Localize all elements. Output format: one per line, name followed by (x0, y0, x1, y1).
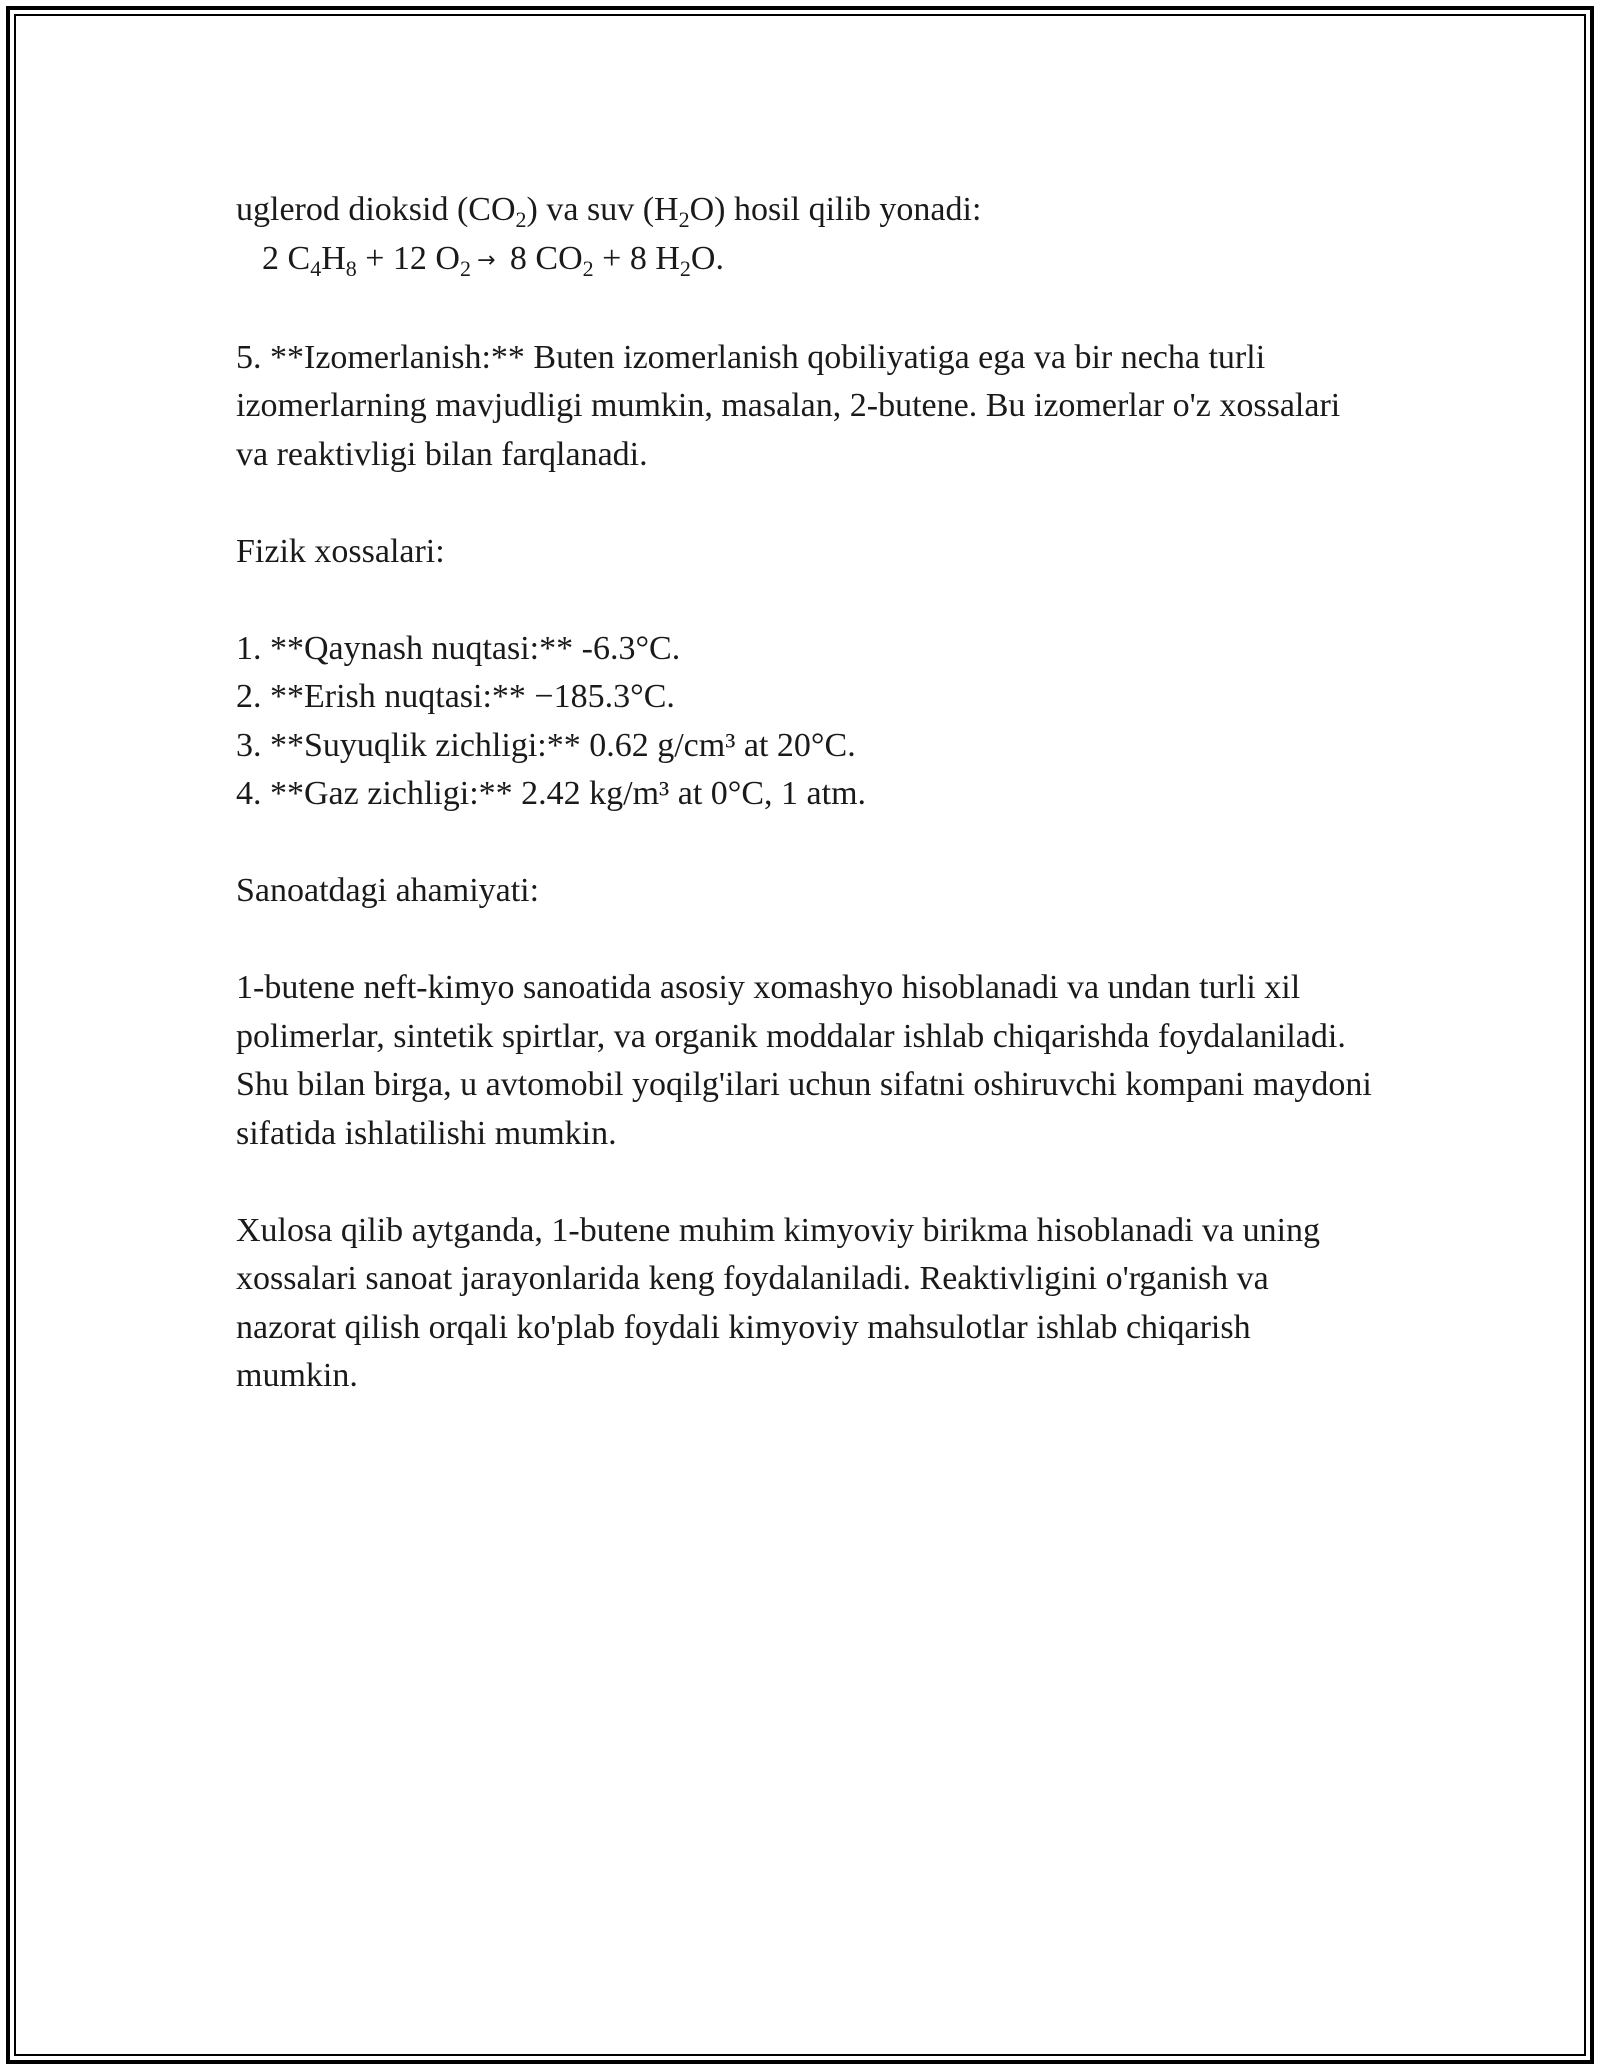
spacer (236, 916, 1376, 965)
physical-list-item: 1. **Qaynash nuqtasi:** -6.3°C. (236, 629, 681, 667)
isomer-paragraph: 5. **Izomerlanish:** Buten izomerlanish qobiliyatiga ega va bir necha turli izomerlarning mavjudligi mumkin, masalan, 2-butene. Bu izomerlar o'z xossalari va reaktivligi bilan farqlanadi. (236, 338, 1341, 473)
physical-list-item: 4. **Gaz zichligi:** 2.42 kg/m³ at 0°C, 1 atm. (236, 775, 867, 812)
spacer (236, 576, 1376, 625)
physical-heading: Fizik xossalari: (236, 532, 445, 570)
industry-heading: Sanoatdagi ahamiyati: (236, 872, 540, 909)
spacer (236, 479, 1376, 528)
intro-line: uglerod dioksid $(CO_2)$ va suv $(H_2O)$ hosil qilib yonadi: (236, 191, 982, 232)
conclusion-paragraph: Xulosa qilib aytganda, 1-butene muhim kimyoviy birikma hisoblanadi va uning xossalari sanoat jarayonlarida keng foydalaniladi. Reaktivligini o'rganish va nazorat qilish orqali ko'plab foydali kimyoviy mahsulotlar ishlab chiqarish mumkin. (236, 1211, 1321, 1394)
physical-list-item: 2. **Erish nuqtasi:** −185.3°C. (236, 678, 675, 715)
combustion-equation: 2 $C_4H_8 + 12$ $O_2 \to 8$ $CO_2 + 8$ $H_2O$. (262, 239, 724, 281)
spacer (236, 1158, 1376, 1207)
industry-paragraph: 1-butene neft-kimyo sanoatida asosiy xomashyo hisoblanadi va undan turli xil polimerlar, sintetik spirtlar, va organik moddalar ishlab chiqarishda foydalaniladi. Shu bilan birga, u avtomobil yoqilg'ilari uchun sifatni oshiruvchi kompani maydoni sifatida ishlatilishi mumkin. (236, 969, 1372, 1152)
spacer (236, 285, 1376, 334)
physical-list-item: 3. **Suyuqlik zichligi:** 0.62 g/cm³ at 20°C. (236, 726, 856, 764)
reaction-arrow-icon: → (476, 247, 496, 273)
document-body (236, 186, 1376, 1401)
spacer (236, 819, 1376, 868)
